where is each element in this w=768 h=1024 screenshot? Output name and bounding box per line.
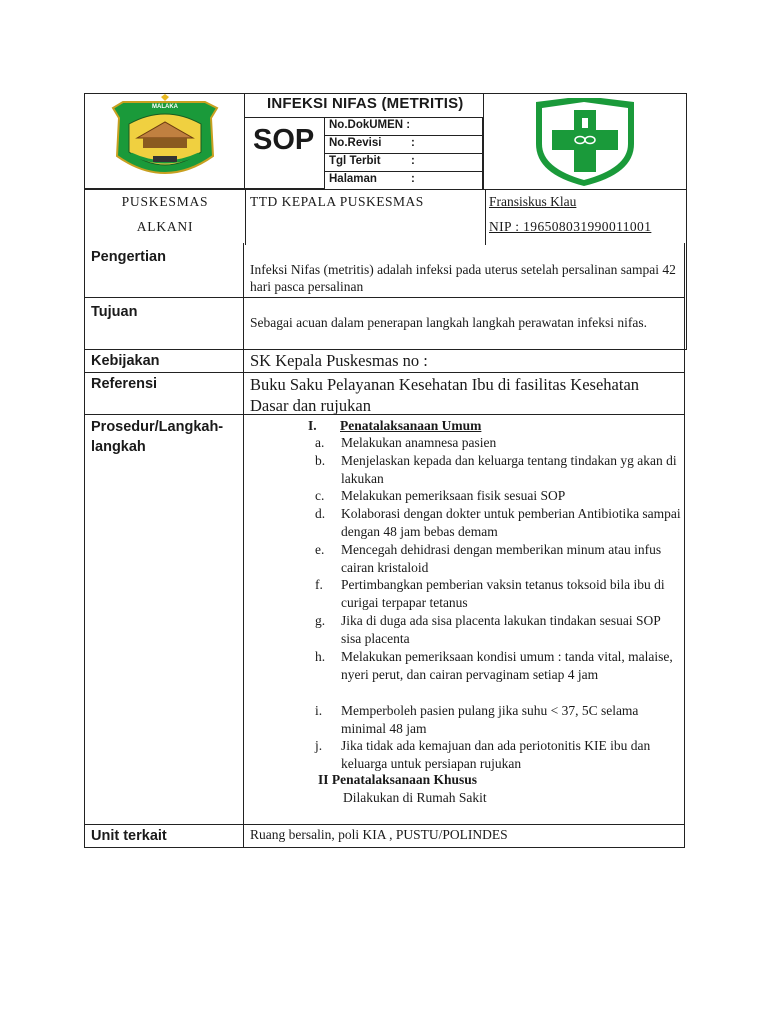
sop-label-cell bbox=[245, 117, 325, 189]
section-label: Referensi bbox=[91, 376, 158, 392]
puskesmas-label: PUSKESMAS bbox=[121, 194, 209, 209]
list-text: Menjelaskan kepada dan keluarga tentang tindakan yg akan di lakukan bbox=[341, 453, 677, 486]
section-text: Buku Saku Pelayanan Kesehatan Ibu di fasilitas Kesehatan Dasar dan rujukan bbox=[250, 375, 640, 415]
section-unit-terkait bbox=[84, 825, 685, 848]
list-text: Jika di duga ada sisa placenta lakukan tindakan sesuai SOP sisa placenta bbox=[341, 613, 661, 646]
document-title: INFEKSI NIFAS (METRITIS) bbox=[267, 95, 464, 112]
puskesmas-name-cell bbox=[85, 190, 246, 245]
list-marker: f. bbox=[315, 577, 323, 592]
list-marker: h. bbox=[315, 649, 326, 664]
signature-label: TTD KEPALA PUSKESMAS bbox=[250, 194, 424, 209]
info-label: No.Revisi bbox=[329, 137, 382, 149]
section-label: Prosedur/Langkah-langkah bbox=[91, 419, 224, 455]
info-label: Halaman bbox=[329, 173, 377, 185]
list-marker: c. bbox=[315, 488, 325, 503]
info-label: Tgl Terbit bbox=[329, 155, 381, 167]
list-marker: e. bbox=[315, 542, 325, 557]
malaka-emblem-icon bbox=[85, 94, 245, 189]
signature-cell bbox=[245, 190, 486, 245]
head-nip: NIP : 196508031990011001 bbox=[489, 219, 652, 234]
section-referensi bbox=[84, 373, 685, 415]
section-kebijakan bbox=[84, 350, 685, 373]
section-text: SK Kepala Puskesmas no : bbox=[250, 351, 428, 370]
document-title-cell bbox=[245, 94, 483, 117]
puskesmas-cross-icon bbox=[484, 94, 687, 189]
section-label: Tujuan bbox=[91, 304, 138, 320]
special-procedure-heading: II Penatalaksanaan Khusus bbox=[318, 772, 478, 787]
list-marker: b. bbox=[315, 453, 326, 468]
info-value: : bbox=[411, 137, 415, 149]
list-text: Melakukan anamnesa pasien bbox=[341, 435, 497, 450]
heading-text: Penatalaksanaan Umum bbox=[340, 418, 482, 433]
info-row-revisi bbox=[325, 135, 483, 153]
section-label-cell bbox=[85, 415, 244, 824]
list-marker: d. bbox=[315, 506, 326, 521]
list-text: Kolaborasi dengan dokter untuk pemberian Antibiotika sampai dengan 48 jam bebas demam bbox=[341, 506, 681, 539]
section-label: Unit terkait bbox=[91, 828, 167, 844]
section-label-cell bbox=[85, 373, 244, 414]
section-prosedur bbox=[84, 415, 685, 825]
info-row-dokumen bbox=[325, 117, 483, 135]
list-text: Memperboleh pasien pulang jika suhu < 37, 5C selama minimal 48 jam bbox=[341, 703, 639, 736]
list-marker: j. bbox=[315, 738, 323, 753]
list-text: Mencegah dehidrasi dengan memberikan minum atau infus cairan kristaloid bbox=[341, 542, 662, 575]
section-label-cell bbox=[85, 298, 244, 349]
svg-text:MALAKA: MALAKA bbox=[152, 104, 178, 110]
puskesmas-logo bbox=[483, 94, 686, 189]
info-value: : bbox=[411, 173, 415, 185]
section-pengertian bbox=[84, 243, 685, 298]
list-text: Pertimbangkan pemberian vaksin tetanus toksoid bila ibu di curigai terpapar tetanus bbox=[341, 577, 665, 610]
section-label-cell bbox=[85, 350, 244, 372]
list-text: Jika tidak ada kemajuan dan ada periotonitis KIE ibu dan keluarga untuk persiapan rujukan bbox=[341, 738, 651, 771]
info-row-tgl-terbit bbox=[325, 153, 483, 171]
head-name-cell bbox=[485, 190, 686, 245]
signature-row bbox=[85, 189, 686, 245]
head-name: Fransiskus Klau bbox=[489, 194, 577, 209]
puskesmas-location: ALKANI bbox=[136, 219, 194, 234]
malaka-regency-logo bbox=[85, 94, 245, 189]
list-text: Melakukan pemeriksaan fisik sesuai SOP bbox=[341, 488, 566, 503]
heading-number: I. bbox=[308, 418, 317, 433]
section-label: Pengertian bbox=[91, 249, 166, 265]
list-marker: a. bbox=[315, 435, 325, 450]
section-text: Ruang bersalin, poli KIA , PUSTU/POLINDES bbox=[250, 827, 508, 842]
section-label: Kebijakan bbox=[91, 353, 160, 369]
list-marker: i. bbox=[315, 703, 323, 718]
sop-label: SOP bbox=[253, 124, 315, 156]
section-label-cell bbox=[85, 243, 244, 297]
list-text: Melakukan pemeriksaan kondisi umum : tanda vital, malaise, nyeri perut, dan cairan pervaginam setiap 4 jam bbox=[341, 649, 673, 682]
section-label-cell bbox=[85, 825, 244, 847]
section-text: Infeksi Nifas (metritis) adalah infeksi pada uterus setelah persalinan sampai 42 hari pasca persalinan bbox=[250, 262, 676, 294]
info-label: No.DokUMEN : bbox=[329, 119, 411, 131]
section-tujuan bbox=[84, 298, 685, 350]
list-marker: g. bbox=[315, 613, 326, 628]
special-procedure-text: Dilakukan di Rumah Sakit bbox=[343, 790, 487, 805]
section-text: Sebagai acuan dalam penerapan langkah langkah perawatan infeksi nifas. bbox=[250, 315, 647, 330]
info-row-halaman bbox=[325, 171, 483, 189]
info-value: : bbox=[411, 155, 415, 167]
